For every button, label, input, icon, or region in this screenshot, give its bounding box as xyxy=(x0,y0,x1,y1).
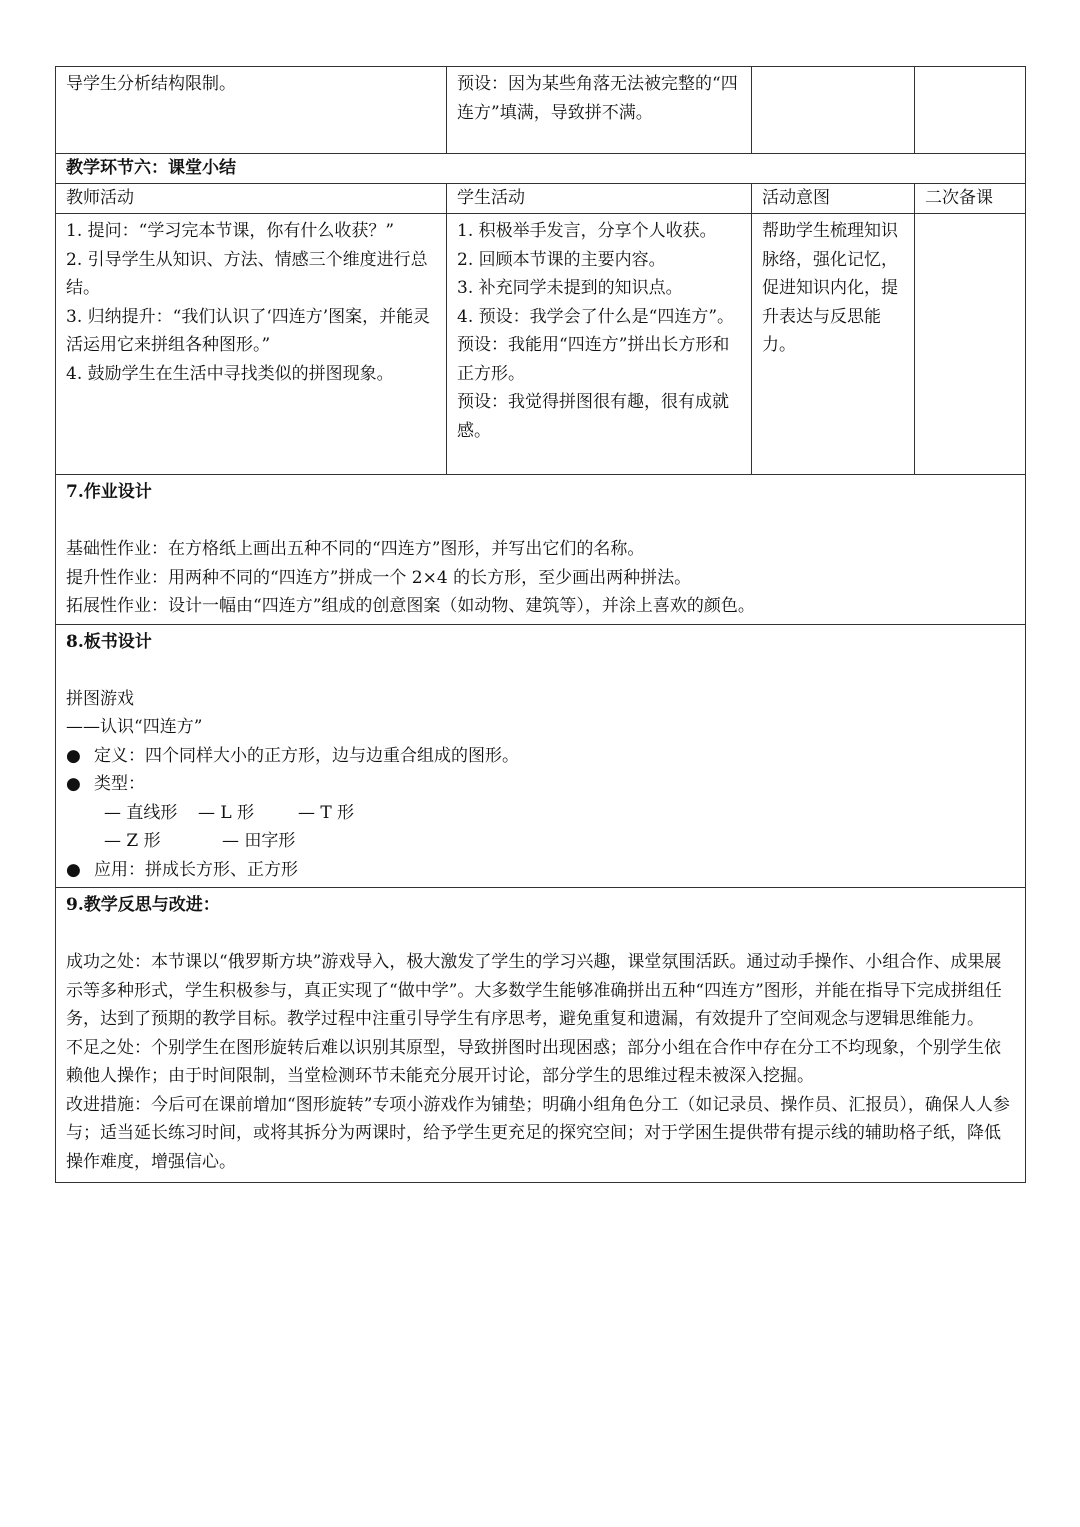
continued-student-cell xyxy=(447,67,752,154)
board-definition: 定义：四个同样大小的正方形，边与边重合组成的图形。 xyxy=(94,745,519,766)
student-item-6: 预设：我觉得拼图很有趣，很有成就感。 xyxy=(457,392,729,441)
activity-intent-cell xyxy=(752,214,915,475)
bullet-icon: ● xyxy=(66,859,81,880)
board-subheading: ——认识“四连方” xyxy=(66,717,203,737)
student-item-1: 1. 积极举手发言，分享个人收获。 xyxy=(457,221,717,241)
reflection-spacer xyxy=(66,920,1015,949)
continued-row xyxy=(56,67,1026,154)
continued-teacher-text: 导学生分析结构限制。 xyxy=(66,74,236,94)
reflection-title: 9.教学反思与改进： xyxy=(66,895,220,915)
homework-cell xyxy=(56,475,1026,625)
type-square: — 田字形 xyxy=(222,831,296,851)
section6-header-row xyxy=(56,184,1026,214)
teacher-item-1: 1. 提问：“学习完本节课，你有什么收获？” xyxy=(66,221,395,241)
student-item-3: 3. 补充同学未提到的知识点。 xyxy=(457,278,683,298)
header-activity-intent: 活动意图 xyxy=(752,184,915,214)
board-application-line xyxy=(66,856,1015,885)
student-item-2: 2. 回顾本节课的主要内容。 xyxy=(457,249,666,270)
homework-spacer xyxy=(66,507,1015,536)
homework-row xyxy=(56,475,1026,625)
student-item-4: 4. 预设：我学会了什么是“四连方”。 xyxy=(457,306,735,327)
teacher-activity-cell xyxy=(56,214,447,475)
type-z: — Z 形 xyxy=(104,831,161,851)
board-definition-line xyxy=(66,742,1015,771)
section6-title-row xyxy=(56,154,1026,184)
homework-basic: 基础性作业：在方格纸上画出五种不同的“四连方”图形，并写出它们的名称。 xyxy=(66,539,645,559)
continued-intent-cell xyxy=(752,67,915,154)
continued-teacher-cell xyxy=(56,67,447,154)
homework-extended: 拓展性作业：设计一幅由“四连方”组成的创意图案（如动物、建筑等），并涂上喜欢的颜色。 xyxy=(66,596,755,616)
homework-advanced: 提升性作业：用两种不同的“四连方”拼成一个 2×4 的长方形，至少画出两种拼法。 xyxy=(66,567,692,588)
board-types-line xyxy=(66,770,1015,799)
bullet-icon: ● xyxy=(66,774,81,794)
board-title: 8.板书设计 xyxy=(66,631,152,652)
board-application: 应用：拼成长方形、正方形 xyxy=(94,859,298,880)
board-types-label: 类型： xyxy=(94,774,145,794)
homework-title: 7.作业设计 xyxy=(66,482,152,502)
bullet-icon: ● xyxy=(66,745,81,766)
board-types-row-2 xyxy=(66,827,1015,856)
board-heading: 拼图游戏 xyxy=(66,688,134,709)
lesson-plan-table xyxy=(55,66,1026,1183)
teacher-item-2: 2. 引导学生从知识、方法、情感三个维度进行总结。 xyxy=(66,249,428,298)
header-teacher-activity: 教师活动 xyxy=(56,184,447,214)
board-types-row-1 xyxy=(66,799,1015,828)
section6-title: 教学环节六：课堂小结 xyxy=(56,154,1026,184)
teacher-item-3: 3. 归纳提升：“我们认识了‘四连方’图案，并能灵活运用它来拼组各种图形。” xyxy=(66,306,431,355)
type-straight: — 直线形 xyxy=(104,802,178,823)
secondary-prep-cell xyxy=(915,214,1026,475)
continued-student-text: 预设：因为某些角落无法被完整的“四连方”填满，导致拼不满。 xyxy=(457,74,738,123)
reflection-shortcoming: 不足之处：个别学生在图形旋转后难以识别其原型，导致拼图时出现困惑；部分小组在合作中存在分工不均现象，个别学生依赖他人操作；由于时间限制，当堂检测环节未能充分展开讨论，部分学生的思维过程未被深入挖掘。 xyxy=(66,1037,1001,1086)
header-secondary-prep: 二次备课 xyxy=(915,184,1026,214)
section6-content-row xyxy=(56,214,1026,475)
type-t: — T 形 xyxy=(298,802,355,823)
board-spacer xyxy=(66,656,1015,685)
reflection-improvement: 改进措施：今后可在课前增加“图形旋转”专项小游戏作为铺垫；明确小组角色分工（如记录员、操作员、汇报员），确保人人参与；适当延长练习时间，或将其拆分为两课时，给予学生更充足的探究空间；对于学困生提供带有提示线的辅助格子纸，降低操作难度，增强信心。 xyxy=(66,1094,1010,1172)
activity-intent-text: 帮助学生梳理知识脉络，强化记忆，促进知识内化，提升表达与反思能力。 xyxy=(762,221,898,355)
header-student-activity: 学生活动 xyxy=(447,184,752,214)
board-cell xyxy=(56,624,1026,888)
student-item-5: 预设：我能用“四连方”拼出长方形和正方形。 xyxy=(457,335,730,384)
reflection-row xyxy=(56,888,1026,1183)
teacher-item-4: 4. 鼓励学生在生活中寻找类似的拼图现象。 xyxy=(66,363,394,384)
board-row xyxy=(56,624,1026,888)
reflection-cell xyxy=(56,888,1026,1183)
student-activity-cell xyxy=(447,214,752,475)
type-l: — L 形 xyxy=(198,802,255,823)
continued-notes-cell xyxy=(915,67,1026,154)
reflection-success: 成功之处：本节课以“俄罗斯方块”游戏导入，极大激发了学生的学习兴趣，课堂氛围活跃。通过动手操作、小组合作、成果展示等多种形式，学生积极参与，真正实现了“做中学”。大多数学生能够准确拼出五种“四连方”图形，并能在指导下完成拼组任务，达到了预期的教学目标。教学过程中注重引导学生有序思考，避免重复和遗漏，有效提升了空间观念与逻辑思维能力。 xyxy=(66,952,1002,1029)
